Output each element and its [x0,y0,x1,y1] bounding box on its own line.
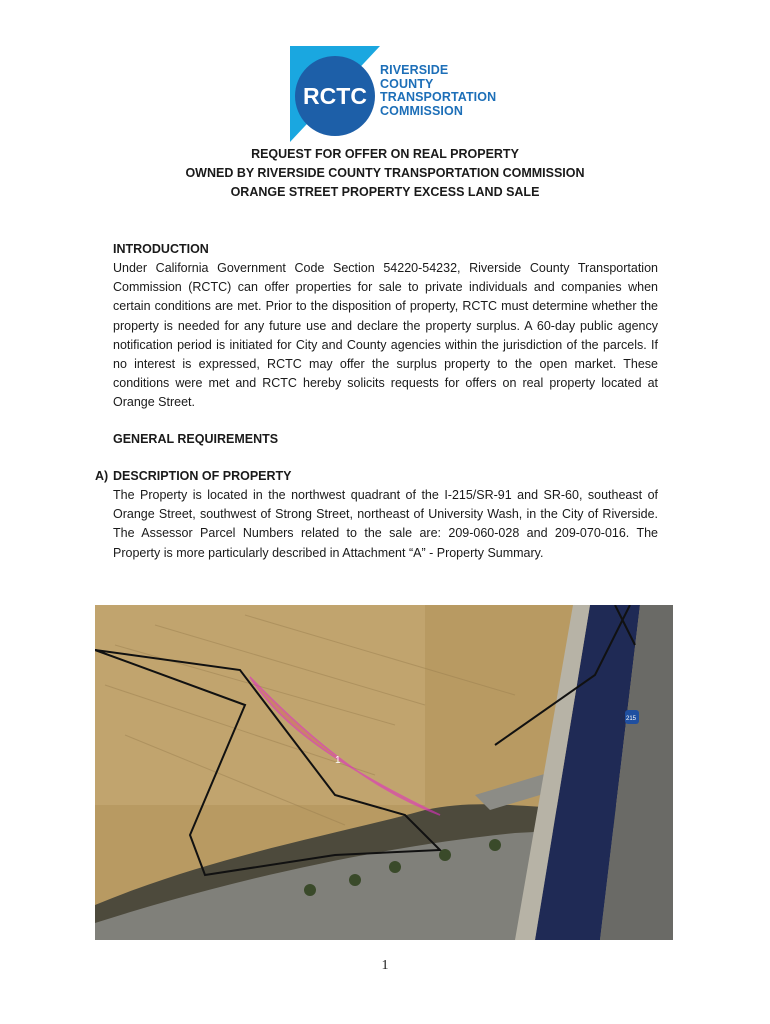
section-label: A) [95,469,109,483]
introduction-section [113,240,658,413]
logo-abbr: RCTC [303,83,367,109]
logo-line: RIVERSIDE [380,63,449,77]
introduction-body: Under California Government Code Section 54220-54232, Riverside County Transportation Commission (RCTC) can offer properties for sale to private individuals and companies when certain conditions are met. Prior to the disposition of property, RCTC must determine whether the property is needed for any future use and declare the property surplus. A 60-day public agency notification period is initiated for City and County agencies within the jurisdiction of the parcels. If no interest is expressed, RCTC may offer the surplus property to the open market. These conditions were met and RCTC hereby solicits requests for offers on real property located at Orange Street. [113,261,658,410]
description-heading: DESCRIPTION OF PROPERTY [113,469,292,483]
description-section [113,467,658,563]
tree [304,884,316,896]
logo-line: COUNTY [380,76,434,91]
field-shade [95,605,425,805]
parcel-label: 1 [335,755,341,766]
general-requirements-heading: GENERAL REQUIREMENTS [113,432,279,446]
tree [489,839,501,851]
description-body: The Property is located in the northwest quadrant of the I-215/SR-91 and SR-60, southeast of Orange Street, southwest of Strong Street, northeast of University Wash, in the City of Riverside. The Assessor Parcel Numbers related to the sale are: 209-060-028 and 209-070-016. The Property is more particularly described in Attachment “A” - Property Summary. [113,488,658,560]
freeway-shield-label: 215 [626,716,637,722]
logo-line: TRANSPORTATION [380,90,497,104]
logo-line: COMMISSION [380,103,463,118]
tree [389,861,401,873]
title-line: OWNED BY RIVERSIDE COUNTY TRANSPORTATION COMMISSION [185,166,585,180]
title-line: REQUEST FOR OFFER ON REAL PROPERTY [251,147,519,161]
logo-wordmark [380,64,496,118]
aerial-photo [95,605,673,940]
tree [439,849,451,861]
title-line: ORANGE STREET PROPERTY EXCESS LAND SALE [230,185,540,199]
introduction-heading: INTRODUCTION [113,242,209,256]
document-title [0,145,770,202]
tree [349,874,361,886]
general-requirements-section [113,430,658,449]
page-number: 1 [381,958,389,973]
